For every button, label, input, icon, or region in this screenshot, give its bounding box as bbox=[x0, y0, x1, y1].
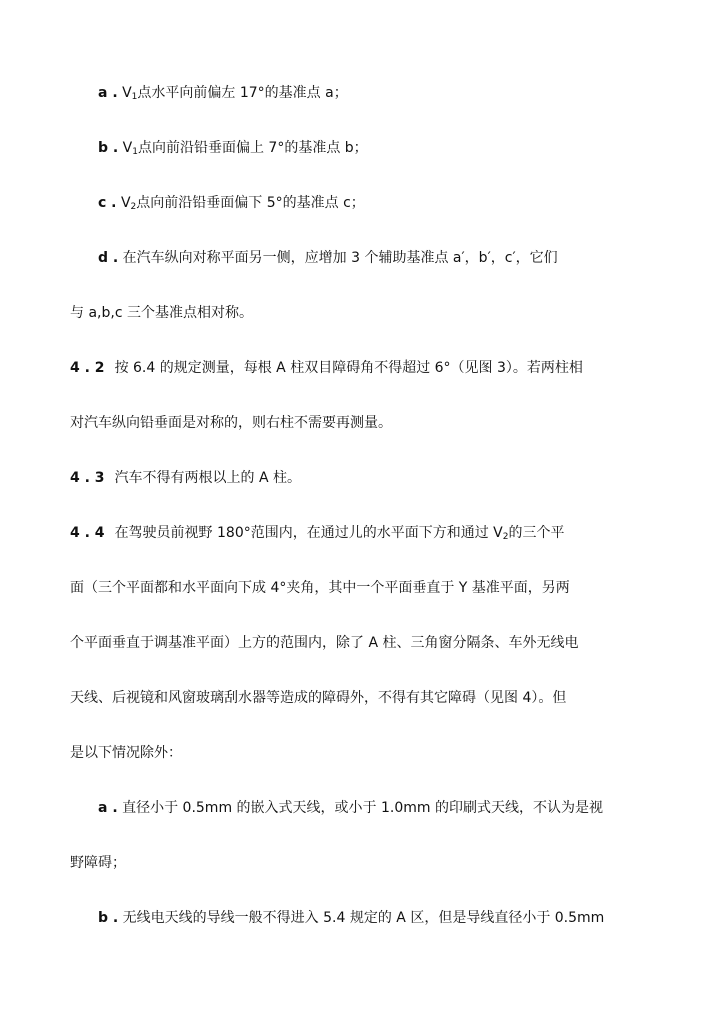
text-segment: 天线、后视镜和风窗玻璃刮水器等造成的障碍外，不得有其它障碍（见图 4）。但 bbox=[70, 690, 567, 706]
text-segment: 对汽车纵向铅垂面是对称的，则右柱不需要再测量。 bbox=[70, 415, 392, 431]
text-segment: 按 6.4 的规定测量，每根 A 柱双目障碍角不得超过 6°（见图 3）。若两柱相 bbox=[114, 360, 583, 376]
item-label: a . bbox=[98, 800, 118, 816]
subscript: 1 bbox=[132, 147, 138, 157]
text-segment: V bbox=[122, 85, 132, 101]
text-segment: 直径小于 0.5mm 的嵌入式天线，或小于 1.0mm 的印刷式天线，不认为是视 bbox=[122, 800, 603, 816]
item-d-line bbox=[98, 248, 558, 268]
paragraph-line bbox=[70, 688, 566, 708]
subscript: 2 bbox=[130, 202, 137, 212]
text-segment: 无线电天线的导线一般不得进入 5.4 规定的 A 区，但是导线直径小于 0.5mm bbox=[122, 910, 605, 926]
clause-4-4-line bbox=[70, 523, 565, 547]
text-segment: 的三个平 bbox=[508, 525, 565, 541]
text-segment: V bbox=[122, 140, 133, 156]
text-segment: V bbox=[120, 195, 131, 211]
clause-number: 4 . 3 bbox=[70, 470, 105, 486]
subscript: 2 bbox=[502, 532, 509, 542]
item-label: d . bbox=[98, 250, 119, 266]
paragraph-line bbox=[70, 303, 253, 323]
subscript: 1 bbox=[131, 92, 138, 102]
text-segment: 面（三个平面都和水平面向下成 4°夹角，其中一个平面垂直于 Y 基准平面，另两 bbox=[70, 580, 570, 596]
text-segment: 是以下情况除外： bbox=[70, 745, 182, 761]
text-segment: 汽车不得有两根以上的 A 柱。 bbox=[114, 470, 302, 486]
text-segment: 点向前沿铅垂面偏下 5°的基准点 c； bbox=[136, 195, 365, 211]
paragraph-line bbox=[70, 743, 182, 763]
item-label: b . bbox=[98, 140, 119, 156]
item-label: c . bbox=[98, 195, 117, 211]
paragraph-line bbox=[70, 853, 126, 873]
item-a-line bbox=[98, 83, 348, 107]
paragraph-line bbox=[70, 633, 578, 653]
item-b-line bbox=[98, 138, 368, 162]
clause-4-2-line bbox=[70, 358, 583, 378]
clause-4-3-line bbox=[70, 468, 301, 488]
text-segment: 个平面垂直于调基准平面）上方的范围内，除了 A 柱、三角窗分隔条、车外无线电 bbox=[70, 635, 579, 651]
item-c-line bbox=[98, 193, 365, 217]
clause-number: 4 . 2 bbox=[70, 360, 105, 376]
text-segment: 在驾驶员前视野 180°范围内，在通过儿的水平面下方和通过 V bbox=[114, 525, 503, 541]
exception-b-line bbox=[98, 908, 604, 928]
text-segment: 点水平向前偏左 17°的基准点 a； bbox=[137, 85, 348, 101]
paragraph-line bbox=[70, 578, 570, 598]
item-label: a . bbox=[98, 85, 118, 101]
clause-number: 4 . 4 bbox=[70, 525, 105, 541]
paragraph-line bbox=[70, 413, 392, 433]
text-segment: 与 a,b,c 三个基准点相对称。 bbox=[70, 305, 253, 321]
item-label: b . bbox=[98, 910, 119, 926]
exception-a-line bbox=[98, 798, 603, 818]
text-segment: 野障碍； bbox=[70, 855, 126, 871]
text-segment: 点向前沿铅垂面偏上 7°的基准点 b； bbox=[137, 140, 368, 156]
text-segment: 在汽车纵向对称平面另一侧，应增加 3 个辅助基准点 a′，b′，c′，它们 bbox=[122, 250, 558, 266]
